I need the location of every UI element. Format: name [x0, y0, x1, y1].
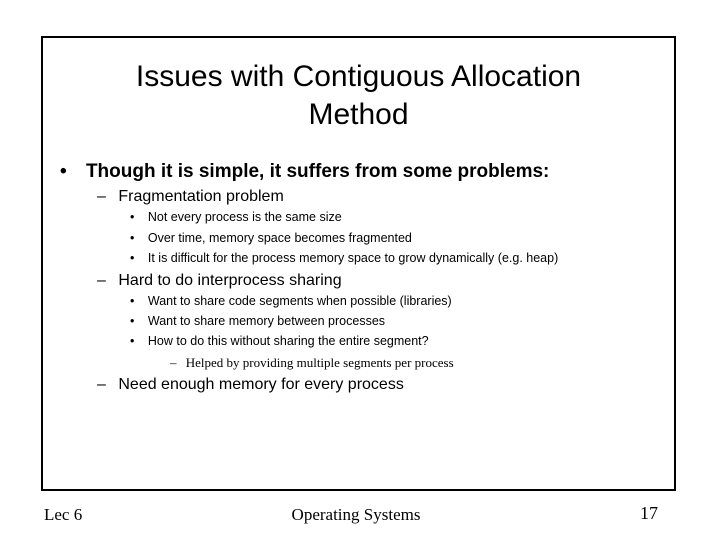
list-item-text: Want to share code segments when possible (libraries): [147, 294, 452, 308]
bullet-marker: •: [130, 210, 135, 224]
slide-title: [41, 58, 676, 134]
sub-bullet-fragmentation: [97, 188, 284, 206]
sub-bullet-sharing: [97, 272, 342, 290]
footer-lecture: Lec 6: [44, 505, 83, 524]
page-number: 17: [640, 503, 658, 523]
sub-list-item-text: Helped by providing multiple segments per process: [185, 355, 454, 370]
list-item: [130, 231, 412, 245]
bullet-marker: •: [130, 231, 135, 245]
list-item: [130, 210, 342, 224]
bullet-marker: •: [130, 294, 135, 308]
dash-marker: –: [170, 355, 177, 370]
bullet-main-text: Though it is simple, it suffers from some problems:: [85, 161, 550, 182]
list-item-text: Want to share memory between processes: [147, 314, 386, 328]
list-item: [130, 251, 558, 265]
sub-bullet-text: Need enough memory for every process: [118, 376, 404, 393]
bullet-main: [60, 161, 549, 183]
bullet-marker: •: [130, 251, 135, 265]
dash-marker: –: [97, 188, 106, 205]
sub-bullet-text: Fragmentation problem: [118, 188, 284, 205]
dash-marker: –: [97, 272, 106, 289]
list-item: [130, 294, 452, 308]
footer-course: Operating Systems: [291, 505, 421, 524]
list-item-text: Over time, memory space becomes fragmented: [147, 231, 412, 245]
list-item-text: Not every process is the same size: [147, 210, 342, 224]
dash-marker: –: [97, 376, 106, 393]
bullet-marker: •: [60, 161, 67, 182]
list-item: [130, 334, 429, 348]
sub-bullet-memory: [97, 376, 404, 394]
list-item-text: How to do this without sharing the entire segment?: [147, 334, 429, 348]
list-item: [130, 314, 385, 328]
bullet-marker: •: [130, 314, 135, 328]
title-line-1: Issues with Contiguous Allocation: [135, 60, 582, 93]
list-item-text: It is difficult for the process memory space to grow dynamically (e.g. heap): [147, 251, 559, 265]
sub-list-item: [170, 355, 454, 371]
bullet-marker: •: [130, 334, 135, 348]
title-line-2: Method: [308, 98, 409, 131]
sub-bullet-text: Hard to do interprocess sharing: [118, 272, 342, 289]
